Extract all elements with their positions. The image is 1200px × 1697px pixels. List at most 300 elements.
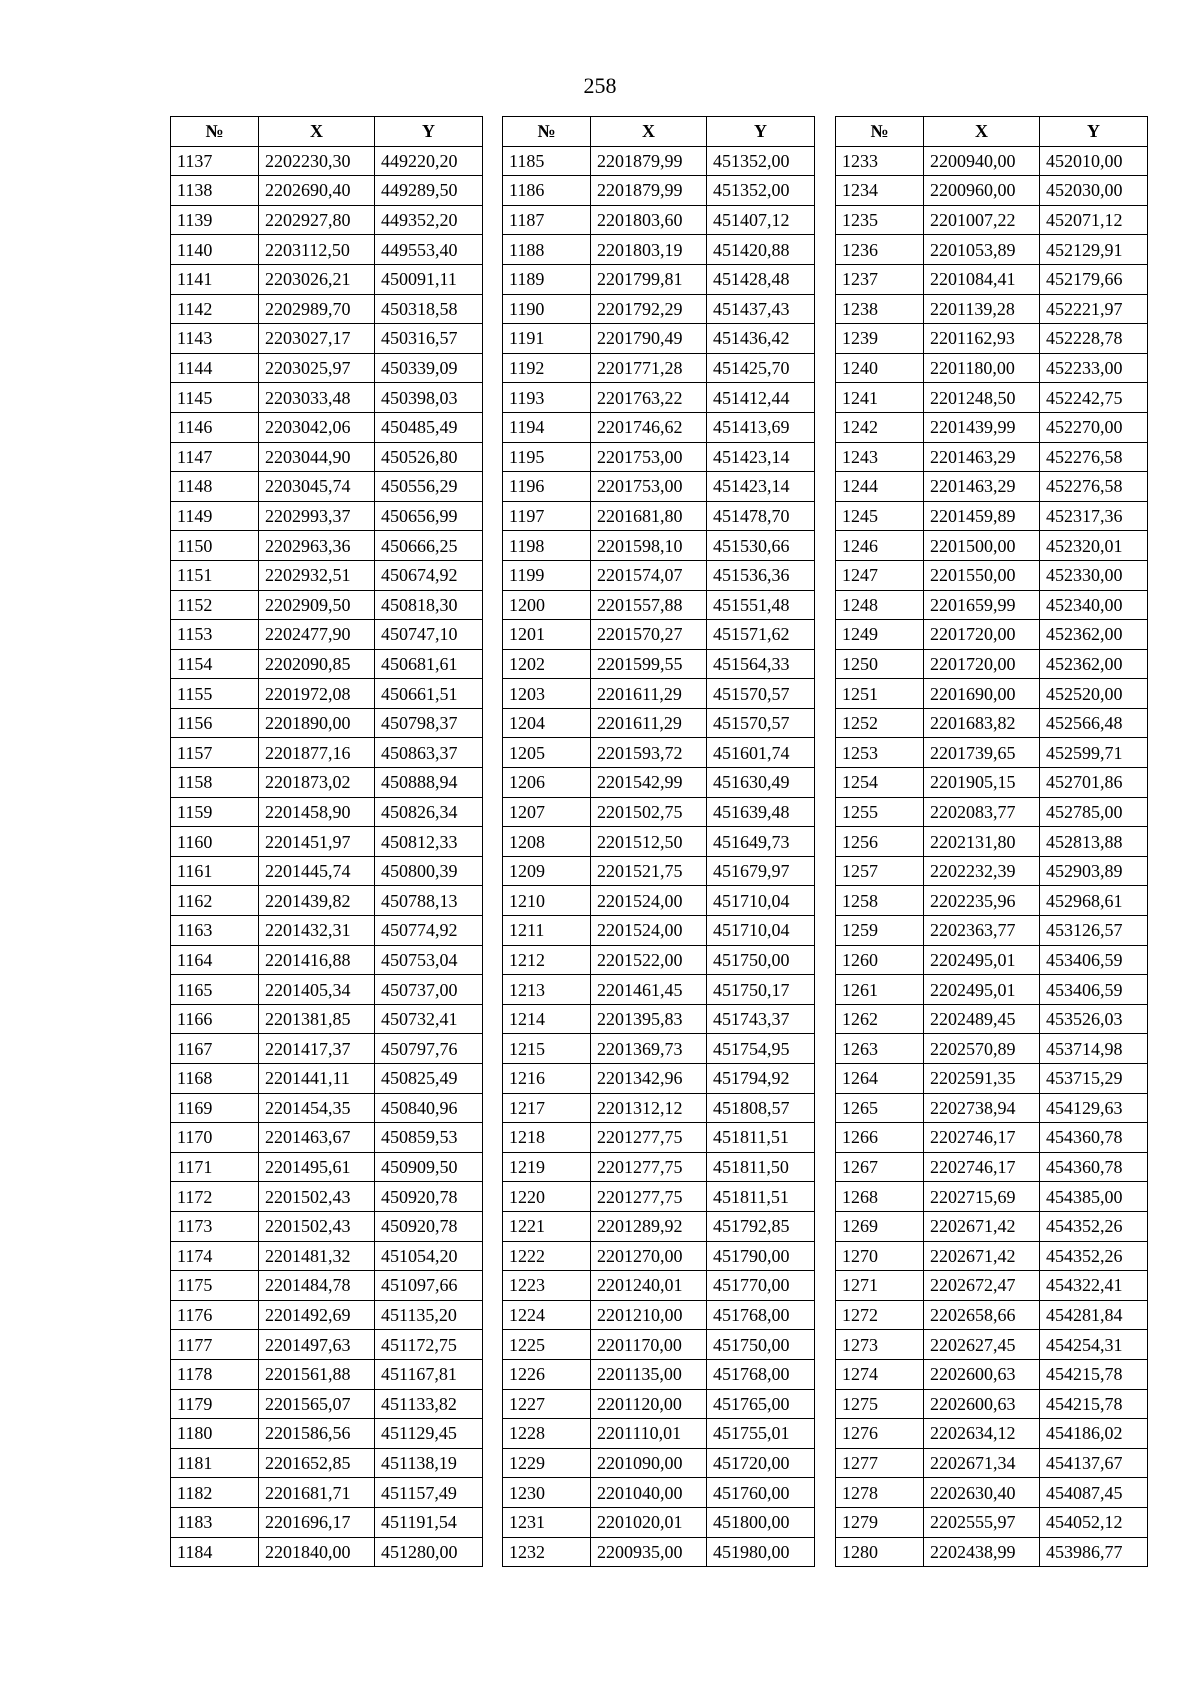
x-coordinate-cell: 2203112,50 <box>259 235 375 265</box>
table-row <box>171 916 483 946</box>
x-coordinate-cell: 2201497,63 <box>259 1330 375 1360</box>
x-coordinate-cell: 2201270,00 <box>591 1241 707 1271</box>
y-coordinate-cell: 454129,63 <box>1040 1093 1148 1123</box>
x-coordinate-cell: 2201522,00 <box>591 945 707 975</box>
x-coordinate-cell: 2201739,65 <box>924 738 1040 768</box>
table-row <box>503 1419 815 1449</box>
x-coordinate-cell: 2201524,00 <box>591 886 707 916</box>
x-coordinate-cell: 2201763,22 <box>591 383 707 413</box>
x-coordinate-cell: 2201463,67 <box>259 1123 375 1153</box>
y-coordinate-cell: 454087,45 <box>1040 1478 1148 1508</box>
point-number-cell: 1182 <box>171 1478 259 1508</box>
y-coordinate-cell: 452566,48 <box>1040 708 1148 738</box>
x-coordinate-cell: 2202671,42 <box>924 1241 1040 1271</box>
point-number-cell: 1243 <box>836 442 924 472</box>
table-row <box>171 176 483 206</box>
point-number-cell: 1237 <box>836 264 924 294</box>
table-row <box>171 708 483 738</box>
x-coordinate-cell: 2201481,32 <box>259 1241 375 1271</box>
point-number-cell: 1188 <box>503 235 591 265</box>
table-row <box>503 708 815 738</box>
table-row <box>171 945 483 975</box>
x-coordinate-cell: 2201053,89 <box>924 235 1040 265</box>
x-coordinate-cell: 2201746,62 <box>591 412 707 442</box>
point-number-cell: 1169 <box>171 1093 259 1123</box>
table-row <box>503 412 815 442</box>
x-coordinate-cell: 2201277,75 <box>591 1182 707 1212</box>
x-coordinate-cell: 2201461,45 <box>591 975 707 1005</box>
y-coordinate-cell: 453526,03 <box>1040 1004 1148 1034</box>
x-coordinate-cell: 2201240,01 <box>591 1271 707 1301</box>
table-row <box>503 1211 815 1241</box>
y-coordinate-cell: 451407,12 <box>707 205 815 235</box>
x-coordinate-cell: 2201542,99 <box>591 768 707 798</box>
x-coordinate-cell: 2201550,00 <box>924 560 1040 590</box>
table-row <box>503 945 815 975</box>
table-row <box>171 353 483 383</box>
x-coordinate-cell: 2201484,78 <box>259 1271 375 1301</box>
point-number-cell: 1206 <box>503 768 591 798</box>
y-coordinate-cell: 452129,91 <box>1040 235 1148 265</box>
table-row <box>836 1034 1148 1064</box>
point-number-cell: 1221 <box>503 1211 591 1241</box>
y-coordinate-cell: 451755,01 <box>707 1419 815 1449</box>
point-number-cell: 1224 <box>503 1300 591 1330</box>
table-row <box>836 975 1148 1005</box>
y-coordinate-cell: 451172,75 <box>375 1330 483 1360</box>
point-number-cell: 1211 <box>503 916 591 946</box>
table-row <box>836 501 1148 531</box>
point-number-cell: 1208 <box>503 827 591 857</box>
point-number-cell: 1264 <box>836 1064 924 1094</box>
y-coordinate-cell: 452362,00 <box>1040 620 1148 650</box>
x-coordinate-cell: 2201170,00 <box>591 1330 707 1360</box>
table-row <box>503 560 815 590</box>
point-number-cell: 1142 <box>171 294 259 324</box>
y-coordinate-cell: 450398,03 <box>375 383 483 413</box>
y-coordinate-cell: 451423,14 <box>707 472 815 502</box>
table-row <box>836 1211 1148 1241</box>
x-coordinate-cell: 2201879,99 <box>591 146 707 176</box>
x-coordinate-cell: 2201084,41 <box>924 264 1040 294</box>
table-row <box>171 560 483 590</box>
x-coordinate-cell: 2202131,80 <box>924 827 1040 857</box>
point-number-cell: 1147 <box>171 442 259 472</box>
table-row <box>836 442 1148 472</box>
point-number-cell: 1176 <box>171 1300 259 1330</box>
x-coordinate-cell: 2201611,29 <box>591 708 707 738</box>
x-coordinate-cell: 2203044,90 <box>259 442 375 472</box>
x-coordinate-cell: 2202438,99 <box>924 1537 1040 1567</box>
table-row <box>836 1419 1148 1449</box>
x-coordinate-cell: 2201502,43 <box>259 1182 375 1212</box>
table-row <box>836 1300 1148 1330</box>
point-number-cell: 1233 <box>836 146 924 176</box>
table-row <box>171 1448 483 1478</box>
table-row <box>503 1064 815 1094</box>
table-row <box>171 235 483 265</box>
table-row <box>836 1478 1148 1508</box>
point-number-cell: 1271 <box>836 1271 924 1301</box>
table-row <box>503 1448 815 1478</box>
table-row <box>503 264 815 294</box>
point-number-cell: 1258 <box>836 886 924 916</box>
column-header-number: № <box>171 117 259 147</box>
y-coordinate-cell: 451794,92 <box>707 1064 815 1094</box>
x-coordinate-cell: 2201180,00 <box>924 353 1040 383</box>
point-number-cell: 1212 <box>503 945 591 975</box>
x-coordinate-cell: 2202634,12 <box>924 1419 1040 1449</box>
x-coordinate-cell: 2202746,17 <box>924 1123 1040 1153</box>
point-number-cell: 1172 <box>171 1182 259 1212</box>
x-coordinate-cell: 2201445,74 <box>259 856 375 886</box>
x-coordinate-cell: 2201753,00 <box>591 472 707 502</box>
x-coordinate-cell: 2201381,85 <box>259 1004 375 1034</box>
table-row <box>836 472 1148 502</box>
y-coordinate-cell: 451710,04 <box>707 886 815 916</box>
y-coordinate-cell: 452317,36 <box>1040 501 1148 531</box>
column-header-y: Y <box>707 117 815 147</box>
point-number-cell: 1144 <box>171 353 259 383</box>
x-coordinate-cell: 2201599,55 <box>591 649 707 679</box>
point-number-cell: 1196 <box>503 472 591 502</box>
point-number-cell: 1235 <box>836 205 924 235</box>
y-coordinate-cell: 452233,00 <box>1040 353 1148 383</box>
table-row <box>171 886 483 916</box>
table-row <box>503 235 815 265</box>
table-row <box>171 1093 483 1123</box>
y-coordinate-cell: 452242,75 <box>1040 383 1148 413</box>
point-number-cell: 1162 <box>171 886 259 916</box>
y-coordinate-cell: 451352,00 <box>707 146 815 176</box>
x-coordinate-cell: 2201570,27 <box>591 620 707 650</box>
point-number-cell: 1242 <box>836 412 924 442</box>
y-coordinate-cell: 451536,36 <box>707 560 815 590</box>
point-number-cell: 1270 <box>836 1241 924 1271</box>
point-number-cell: 1164 <box>171 945 259 975</box>
x-coordinate-cell: 2202600,63 <box>924 1359 1040 1389</box>
x-coordinate-cell: 2201277,75 <box>591 1152 707 1182</box>
x-coordinate-cell: 2201873,02 <box>259 768 375 798</box>
x-coordinate-cell: 2201441,11 <box>259 1064 375 1094</box>
point-number-cell: 1246 <box>836 531 924 561</box>
table-row <box>503 472 815 502</box>
y-coordinate-cell: 453126,57 <box>1040 916 1148 946</box>
x-coordinate-cell: 2201803,19 <box>591 235 707 265</box>
y-coordinate-cell: 450753,04 <box>375 945 483 975</box>
y-coordinate-cell: 451639,48 <box>707 797 815 827</box>
x-coordinate-cell: 2201790,49 <box>591 324 707 354</box>
point-number-cell: 1165 <box>171 975 259 1005</box>
table-row <box>503 679 815 709</box>
table-row <box>836 1359 1148 1389</box>
y-coordinate-cell: 452968,61 <box>1040 886 1148 916</box>
y-coordinate-cell: 452340,00 <box>1040 590 1148 620</box>
x-coordinate-cell: 2203033,48 <box>259 383 375 413</box>
table-row <box>171 1271 483 1301</box>
point-number-cell: 1249 <box>836 620 924 650</box>
point-number-cell: 1168 <box>171 1064 259 1094</box>
x-coordinate-cell: 2201417,37 <box>259 1034 375 1064</box>
y-coordinate-cell: 450888,94 <box>375 768 483 798</box>
point-number-cell: 1217 <box>503 1093 591 1123</box>
table-row <box>836 679 1148 709</box>
x-coordinate-cell: 2202672,47 <box>924 1271 1040 1301</box>
table-row <box>503 1241 815 1271</box>
table-row <box>171 1359 483 1389</box>
point-number-cell: 1180 <box>171 1419 259 1449</box>
table-row <box>836 945 1148 975</box>
point-number-cell: 1181 <box>171 1448 259 1478</box>
y-coordinate-cell: 449220,20 <box>375 146 483 176</box>
y-coordinate-cell: 451420,88 <box>707 235 815 265</box>
y-coordinate-cell: 452071,12 <box>1040 205 1148 235</box>
table-row <box>503 353 815 383</box>
point-number-cell: 1158 <box>171 768 259 798</box>
point-number-cell: 1139 <box>171 205 259 235</box>
x-coordinate-cell: 2201020,01 <box>591 1507 707 1537</box>
table-row <box>836 1271 1148 1301</box>
table-row <box>503 501 815 531</box>
point-number-cell: 1276 <box>836 1419 924 1449</box>
y-coordinate-cell: 454385,00 <box>1040 1182 1148 1212</box>
y-coordinate-cell: 450661,51 <box>375 679 483 709</box>
x-coordinate-cell: 2203042,06 <box>259 412 375 442</box>
x-coordinate-cell: 2201500,00 <box>924 531 1040 561</box>
table-row <box>503 1300 815 1330</box>
point-number-cell: 1174 <box>171 1241 259 1271</box>
x-coordinate-cell: 2202235,96 <box>924 886 1040 916</box>
y-coordinate-cell: 449352,20 <box>375 205 483 235</box>
y-coordinate-cell: 450920,78 <box>375 1211 483 1241</box>
point-number-cell: 1280 <box>836 1537 924 1567</box>
page-number: 258 <box>583 73 617 98</box>
x-coordinate-cell: 2201502,43 <box>259 1211 375 1241</box>
x-coordinate-cell: 2200960,00 <box>924 176 1040 206</box>
y-coordinate-cell: 450339,09 <box>375 353 483 383</box>
point-number-cell: 1213 <box>503 975 591 1005</box>
y-coordinate-cell: 451601,74 <box>707 738 815 768</box>
table-row <box>503 205 815 235</box>
x-coordinate-cell: 2202477,90 <box>259 620 375 650</box>
column-header-number: № <box>503 117 591 147</box>
y-coordinate-cell: 451754,95 <box>707 1034 815 1064</box>
table-row <box>503 1034 815 1064</box>
table-row <box>836 708 1148 738</box>
point-number-cell: 1146 <box>171 412 259 442</box>
x-coordinate-cell: 2201463,29 <box>924 442 1040 472</box>
y-coordinate-cell: 454215,78 <box>1040 1389 1148 1419</box>
y-coordinate-cell: 452701,86 <box>1040 768 1148 798</box>
y-coordinate-cell: 450798,37 <box>375 708 483 738</box>
x-coordinate-cell: 2202600,63 <box>924 1389 1040 1419</box>
y-coordinate-cell: 451167,81 <box>375 1359 483 1389</box>
x-coordinate-cell: 2202671,42 <box>924 1211 1040 1241</box>
point-number-cell: 1161 <box>171 856 259 886</box>
table-row <box>836 1448 1148 1478</box>
table-row <box>503 146 815 176</box>
point-number-cell: 1194 <box>503 412 591 442</box>
point-number-cell: 1238 <box>836 294 924 324</box>
coordinate-table <box>835 116 1148 1567</box>
x-coordinate-cell: 2201524,00 <box>591 916 707 946</box>
table-row <box>171 620 483 650</box>
point-number-cell: 1197 <box>503 501 591 531</box>
table-row <box>171 294 483 324</box>
x-coordinate-cell: 2201803,60 <box>591 205 707 235</box>
point-number-cell: 1209 <box>503 856 591 886</box>
table-row <box>836 768 1148 798</box>
table-row <box>171 1004 483 1034</box>
table-row <box>171 412 483 442</box>
table-row <box>171 1241 483 1271</box>
table-row <box>836 1182 1148 1212</box>
table-row <box>836 1507 1148 1537</box>
point-number-cell: 1175 <box>171 1271 259 1301</box>
table-row <box>836 560 1148 590</box>
x-coordinate-cell: 2201120,00 <box>591 1389 707 1419</box>
x-coordinate-cell: 2202555,97 <box>924 1507 1040 1537</box>
point-number-cell: 1254 <box>836 768 924 798</box>
point-number-cell: 1148 <box>171 472 259 502</box>
table-row <box>171 1182 483 1212</box>
table-row <box>836 324 1148 354</box>
table-row <box>503 1359 815 1389</box>
x-coordinate-cell: 2201840,00 <box>259 1537 375 1567</box>
table-row <box>503 768 815 798</box>
y-coordinate-cell: 451564,33 <box>707 649 815 679</box>
point-number-cell: 1173 <box>171 1211 259 1241</box>
x-coordinate-cell: 2201696,17 <box>259 1507 375 1537</box>
y-coordinate-cell: 451129,45 <box>375 1419 483 1449</box>
table-row <box>503 442 815 472</box>
point-number-cell: 1198 <box>503 531 591 561</box>
point-number-cell: 1277 <box>836 1448 924 1478</box>
table-row <box>171 797 483 827</box>
table-row <box>171 590 483 620</box>
table-row <box>171 1211 483 1241</box>
table-row <box>503 856 815 886</box>
table-row <box>836 1152 1148 1182</box>
table-row <box>503 1389 815 1419</box>
x-coordinate-cell: 2202909,50 <box>259 590 375 620</box>
y-coordinate-cell: 451570,57 <box>707 679 815 709</box>
x-coordinate-cell: 2201683,82 <box>924 708 1040 738</box>
y-coordinate-cell: 454137,67 <box>1040 1448 1148 1478</box>
table-row <box>503 176 815 206</box>
x-coordinate-cell: 2203045,74 <box>259 472 375 502</box>
y-coordinate-cell: 450920,78 <box>375 1182 483 1212</box>
y-coordinate-cell: 451770,00 <box>707 1271 815 1301</box>
point-number-cell: 1141 <box>171 264 259 294</box>
point-number-cell: 1232 <box>503 1537 591 1567</box>
x-coordinate-cell: 2203026,21 <box>259 264 375 294</box>
y-coordinate-cell: 450774,92 <box>375 916 483 946</box>
y-coordinate-cell: 449289,50 <box>375 176 483 206</box>
x-coordinate-cell: 2202495,01 <box>924 975 1040 1005</box>
table-row <box>171 679 483 709</box>
y-coordinate-cell: 452599,71 <box>1040 738 1148 768</box>
y-coordinate-cell: 451750,00 <box>707 1330 815 1360</box>
point-number-cell: 1214 <box>503 1004 591 1034</box>
point-number-cell: 1185 <box>503 146 591 176</box>
table-row <box>171 1478 483 1508</box>
table-row <box>171 1064 483 1094</box>
y-coordinate-cell: 451428,48 <box>707 264 815 294</box>
table-row <box>503 324 815 354</box>
y-coordinate-cell: 451760,00 <box>707 1478 815 1508</box>
x-coordinate-cell: 2201277,75 <box>591 1123 707 1153</box>
x-coordinate-cell: 2202363,77 <box>924 916 1040 946</box>
y-coordinate-cell: 450732,41 <box>375 1004 483 1034</box>
column-header-x: X <box>924 117 1040 147</box>
x-coordinate-cell: 2201210,00 <box>591 1300 707 1330</box>
x-coordinate-cell: 2201139,28 <box>924 294 1040 324</box>
table-row <box>503 620 815 650</box>
point-number-cell: 1215 <box>503 1034 591 1064</box>
point-number-cell: 1231 <box>503 1507 591 1537</box>
table-row <box>171 205 483 235</box>
y-coordinate-cell: 452276,58 <box>1040 442 1148 472</box>
x-coordinate-cell: 2203025,97 <box>259 353 375 383</box>
table-row <box>503 294 815 324</box>
y-coordinate-cell: 452330,00 <box>1040 560 1148 590</box>
point-number-cell: 1225 <box>503 1330 591 1360</box>
x-coordinate-cell: 2201593,72 <box>591 738 707 768</box>
table-row <box>836 412 1148 442</box>
table-row <box>836 264 1148 294</box>
table-row <box>503 590 815 620</box>
x-coordinate-cell: 2201463,29 <box>924 472 1040 502</box>
point-number-cell: 1229 <box>503 1448 591 1478</box>
y-coordinate-cell: 451630,49 <box>707 768 815 798</box>
table-row <box>836 294 1148 324</box>
x-coordinate-cell: 2201439,82 <box>259 886 375 916</box>
point-number-cell: 1222 <box>503 1241 591 1271</box>
table-row <box>171 768 483 798</box>
x-coordinate-cell: 2202927,80 <box>259 205 375 235</box>
table-row <box>171 1152 483 1182</box>
y-coordinate-cell: 449553,40 <box>375 235 483 265</box>
point-number-cell: 1269 <box>836 1211 924 1241</box>
x-coordinate-cell: 2201521,75 <box>591 856 707 886</box>
x-coordinate-cell: 2201454,35 <box>259 1093 375 1123</box>
x-coordinate-cell: 2201451,97 <box>259 827 375 857</box>
table-row <box>836 353 1148 383</box>
x-coordinate-cell: 2201416,88 <box>259 945 375 975</box>
table-row <box>503 1507 815 1537</box>
table-row <box>503 886 815 916</box>
x-coordinate-cell: 2202932,51 <box>259 560 375 590</box>
x-coordinate-cell: 2201040,00 <box>591 1478 707 1508</box>
point-number-cell: 1203 <box>503 679 591 709</box>
y-coordinate-cell: 452270,00 <box>1040 412 1148 442</box>
table-row <box>503 916 815 946</box>
y-coordinate-cell: 450812,33 <box>375 827 483 857</box>
point-number-cell: 1245 <box>836 501 924 531</box>
y-coordinate-cell: 451743,37 <box>707 1004 815 1034</box>
point-number-cell: 1187 <box>503 205 591 235</box>
point-number-cell: 1207 <box>503 797 591 827</box>
y-coordinate-cell: 454186,02 <box>1040 1419 1148 1449</box>
point-number-cell: 1157 <box>171 738 259 768</box>
x-coordinate-cell: 2202989,70 <box>259 294 375 324</box>
x-coordinate-cell: 2202738,94 <box>924 1093 1040 1123</box>
y-coordinate-cell: 452221,97 <box>1040 294 1148 324</box>
table-row <box>503 383 815 413</box>
x-coordinate-cell: 2201492,69 <box>259 1300 375 1330</box>
table-row <box>836 146 1148 176</box>
